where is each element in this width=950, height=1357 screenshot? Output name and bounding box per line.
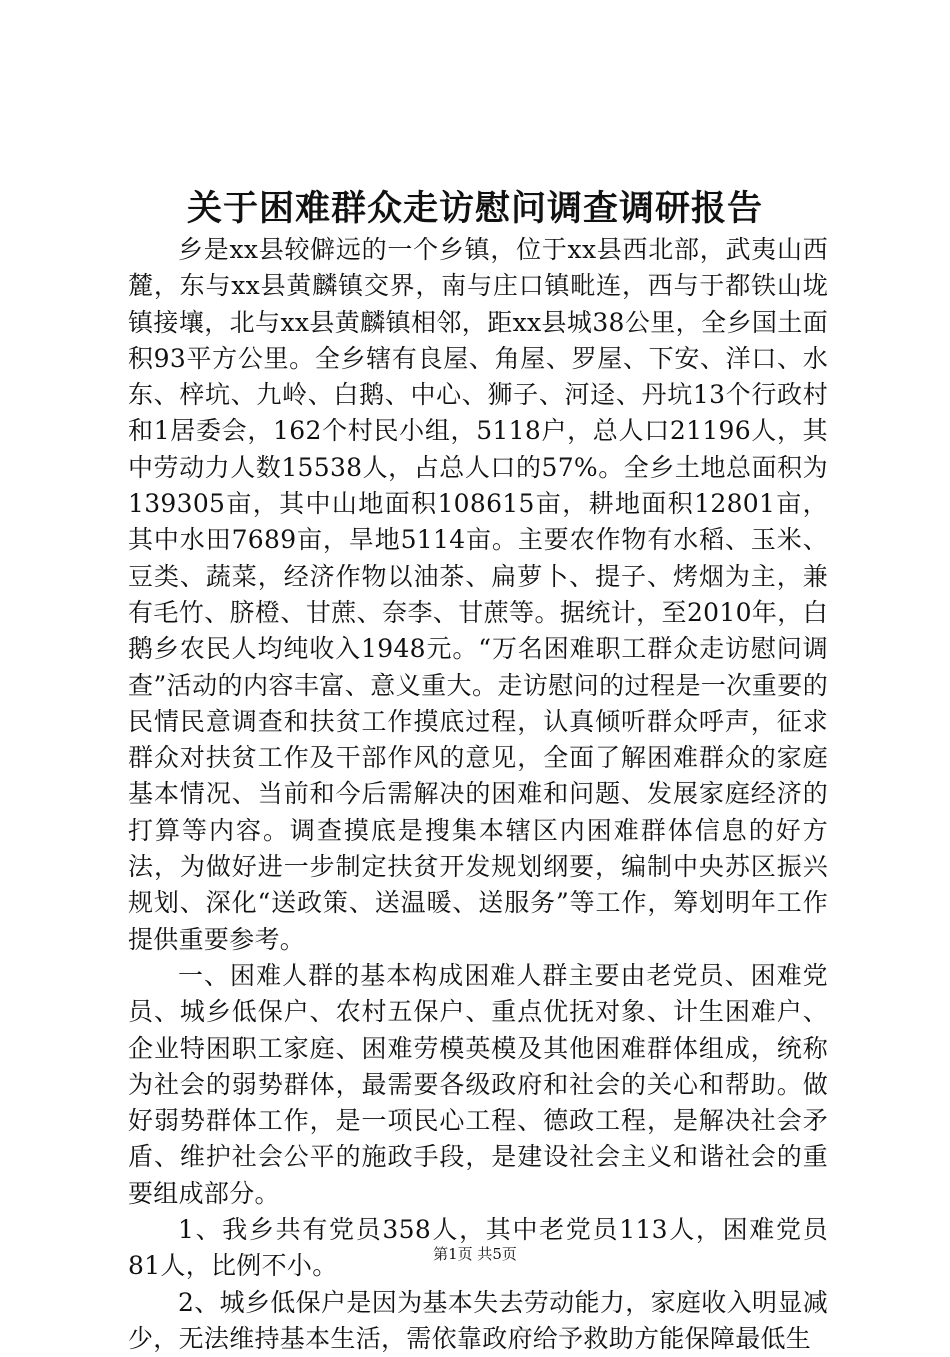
document-body — [128, 232, 828, 1357]
document-title: 关于困难群众走访慰问调查调研报告 — [186, 188, 763, 229]
paragraph-item-one: 1、我乡共有党员358人，其中老党员113人，困难党员81人，比例不小。 — [128, 1215, 828, 1281]
page-footer: 第1页 共5页 — [433, 1245, 517, 1263]
paragraph-overview: 乡是xx县较僻远的一个乡镇，位于xx县西北部，武夷山西麓，东与xx县黄麟镇交界，南与庄口镇毗连，西与于都铁山垅镇接壤，北与xx县黄麟镇相邻，距xx县城38公里，全乡国土面积93平方公里。全乡辖有良屋、角屋、罗屋、下安、洋口、水东、梓坑、九岭、白鹅、中心、狮子、河迳、丹坑13个行政村和1居委会，162个村民小组，5118户，总人口21196人，其中劳动力人数15538人，占总人口的57%。全乡土地总面积为139305亩，其中山地面积108615亩，耕地面积12801亩，其中水田7689亩，旱地5114亩。主要农作物有水稻、玉米、豆类、蔬菜，经济作物以油茶、扁萝卜、提子、烤烟为主，兼有毛竹、脐橙、甘蔗、奈李、甘蔗等。据统计，至2010年，白鹅乡农民人均纯收入1948元。“万名困难职工群众走访慰问调查”活动的内容丰富、意义重大。走访慰问的过程是一次重要的民情民意调查和扶贫工作摸底过程，认真倾听群众呼声，征求群众对扶贫工作及干部作风的意见，全面了解困难群众的家庭基本情况、当前和今后需解决的困难和问题、发展家庭经济的打算等内容。调查摸底是搜集本辖区内困难群体信息的好方法，为做好进一步制定扶贫开发规划纲要，编制中央苏区振兴规划、深化“送政策、送温暖、送服务”等工作，筹划明年工作提供重要参考。 — [128, 235, 828, 954]
paragraph-item-two: 2、城乡低保户是因为基本失去劳动能力，家庭收入明显减少，无法维持基本生活，需依靠政府给予救助方能保障最低生 — [128, 1287, 828, 1353]
paragraph-section-one: 一、困难人群的基本构成困难人群主要由老党员、困难党员、城乡低保户、农村五保户、重点优抚对象、计生困难户、企业特困职工家庭、困难劳模英模及其他困难群体组成，统称为社会的弱势群体，最需要各级政府和社会的关心和帮助。做好弱势群体工作，是一项民心工程、德政工程，是解决社会矛盾、维护社会公平的施政手段，是建设社会主义和谐社会的重要组成部分。 — [128, 960, 828, 1208]
